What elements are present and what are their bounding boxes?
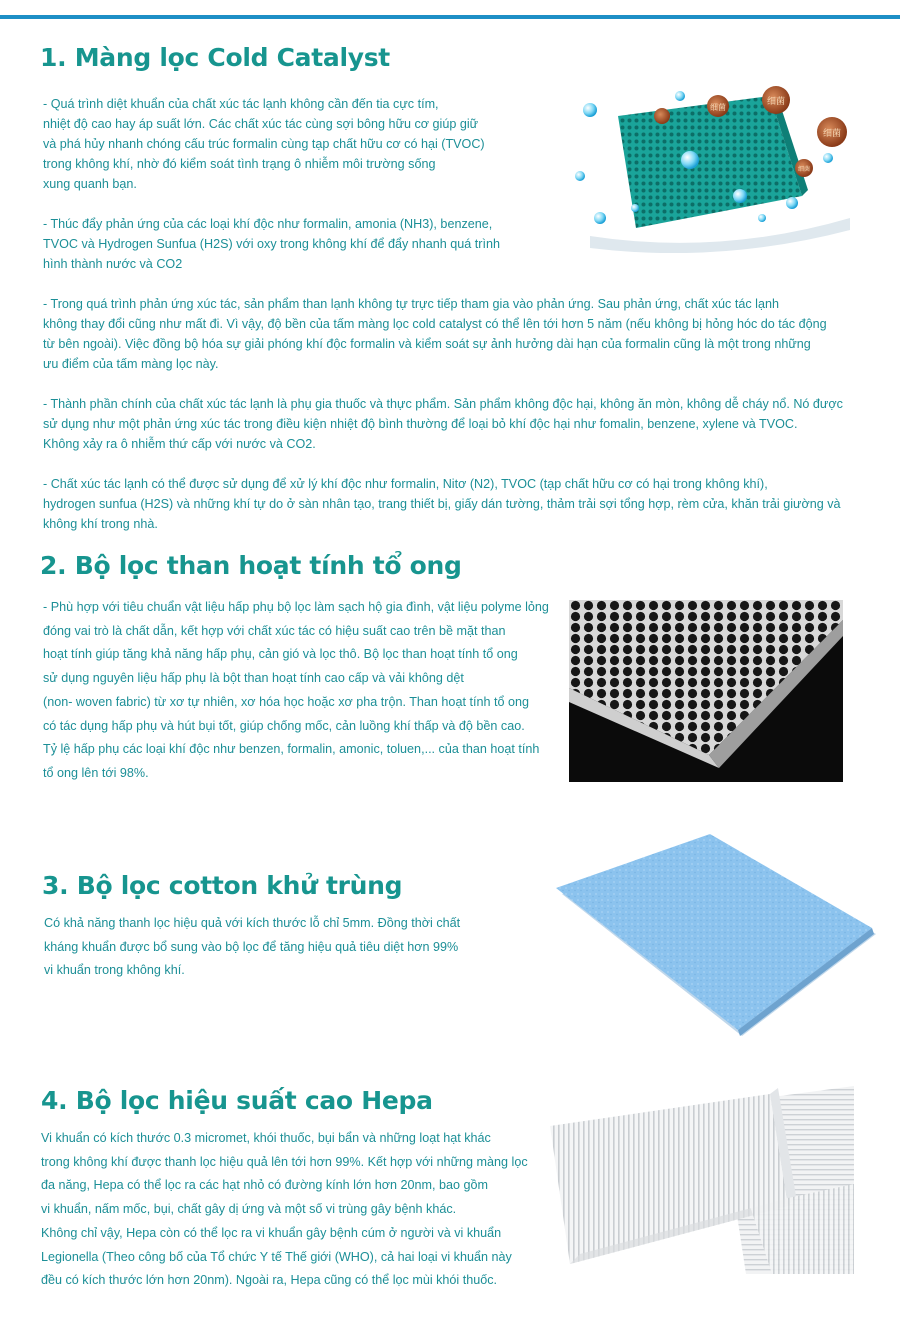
text-line: (non- woven fabric) từ xơ tự nhiên, xơ hóa học hoặc xơ pha trộn. Than hoạt tính tổ ong: [43, 694, 529, 709]
text-line: tổ ong lên tới 98%.: [43, 765, 149, 780]
section-2-title: 2. Bộ lọc than hoạt tính tổ ong: [40, 551, 462, 580]
section-4-title: 4. Bộ lọc hiệu suất cao Hepa: [41, 1086, 433, 1115]
germ-label: 细菌: [797, 166, 811, 173]
germ-label: 细菌: [822, 129, 842, 139]
cold-catalyst-membrane-image: [570, 68, 860, 253]
text-line: vi khuẩn, nấm mốc, bụi, chất gây dị ứng và một số vi trùng gây bệnh khác.: [41, 1202, 457, 1217]
text-line: không khí trong nhà.: [43, 517, 158, 531]
germ-label: 细菌: [766, 97, 786, 107]
text-line: Không chỉ vậy, Hepa còn có thể lọc ra vi khuẩn gây bệnh cúm ở người và vi khuẩn: [41, 1225, 502, 1240]
text-line: Có khả năng thanh lọc hiệu quả với kích thước lỗ chỉ 5mm. Đồng thời chất: [44, 916, 461, 930]
text-line: - Quá trình diệt khuẩn của chất xúc tác lạnh không cần đến tia cực tím,: [43, 97, 439, 111]
text-line: hoạt tính giúp tăng khả năng hấp phụ, cản gió và lọc thô. Bộ lọc than hoạt tính tổ ong: [43, 647, 518, 662]
text-line: đa năng, Hepa có thể lọc ra các hạt nhỏ có đường kính lớn hơn 20nm, bao gồm: [41, 1178, 488, 1193]
text-line: - Thúc đẩy phản ứng của các loại khí độc như formalin, amonia (NH3), benzene,: [43, 217, 493, 231]
text-line: Tỷ lệ hấp phụ các loại khí độc như benzen, formalin, amonic, toluen,... của than hoạt tính: [43, 742, 540, 757]
section-4-body: [41, 1127, 551, 1293]
text-line: xung quanh bạn.: [43, 177, 137, 191]
text-line: đóng vai trò là chất dẫn, kết hợp với chất xúc tác có hiệu suất cao trên bề mặt than: [43, 623, 506, 638]
text-line: và phá hủy nhanh chóng cấu trúc formalin cùng tạp chất hữu cơ có hại (TVOC): [43, 137, 485, 151]
top-accent-bar: [0, 15, 900, 19]
text-line: - Chất xúc tác lạnh có thể được sử dụng để xử lý khí độc như formalin, Nitơ (N2), TVOC (tạp chất hữu cơ có hại trong không khí),: [43, 477, 768, 491]
text-line: trong không khí được thanh lọc hiệu quả lên tới hơn 99%. Kết hợp với những màng lọc: [41, 1154, 528, 1169]
germ-label: 细菌: [710, 103, 726, 112]
cotton-filter-sheet-image: [552, 832, 880, 1036]
section-3-body: [44, 912, 524, 983]
text-line: sử dụng như một phản ứng xúc tác trong điều kiện nhiệt độ bình thường để loại bỏ khí độc hại như fomalin, benzene, xylene và TVOC.: [43, 417, 798, 431]
text-line: đều có kích thước lớn hơn 20nm). Ngoài ra, Hepa cũng có thể lọc mùi khói thuốc.: [41, 1273, 498, 1288]
text-line: - Trong quá trình phản ứng xúc tác, sản phẩm than lạnh không tự trực tiếp tham gia vào phản ứng. Sau phản ứng, chất xúc tác lạnh: [43, 297, 779, 311]
text-line: kháng khuẩn được bổ sung vào bộ lọc để tăng hiệu quả tiêu diệt hơn 99%: [44, 939, 459, 954]
text-line: hình thành nước và CO2: [43, 257, 183, 271]
text-line: sử dụng nguyên liệu hấp phụ là bột than hoạt tính cao cấp và vải không dệt: [43, 671, 464, 686]
text-line: vi khuẩn trong không khí.: [44, 963, 185, 978]
text-line: có tác dụng hấp phụ và hút bụi tốt, giúp chống mốc, cản luồng khí thấp và độ bền cao.: [43, 718, 525, 733]
text-line: nhiệt độ cao hay áp suất lớn. Các chất xúc tác cùng sợi bông hữu cơ giúp giữ: [43, 117, 479, 131]
section-2-body: [43, 596, 563, 786]
text-line: TVOC và Hydrogen Sunfua (H2S) với oxy trong không khí để đẩy nhanh quá trình: [43, 237, 500, 251]
section-3-title: 3. Bộ lọc cotton khử trùng: [42, 871, 403, 900]
text-line: hydrogen sunfua (H2S) và những khí tự do ở sàn nhân tạo, trang thiết bị, giấy dán tường, thảm trải sợi tổng hợp, rèm cửa, khăn trải giường và: [43, 497, 841, 511]
text-line: ưu điểm của tấm màng lọc này.: [43, 357, 219, 371]
section-1-title: 1. Màng lọc Cold Catalyst: [40, 43, 390, 72]
text-line: - Phù hợp với tiêu chuẩn vật liệu hấp phụ bộ lọc làm sạch hộ gia đình, vật liệu polyme lỏng: [43, 600, 549, 614]
text-line: - Thành phần chính của chất xúc tác lạnh là phụ gia thuốc và thực phẩm. Sản phẩm không độc hại, không ăn mòn, không dễ cháy nổ. Nó được: [43, 397, 843, 411]
text-line: Vi khuẩn có kích thước 0.3 micromet, khói thuốc, bụi bẩn và những loạt hạt khác: [41, 1131, 491, 1145]
hepa-filter-image: [550, 1086, 854, 1274]
text-line: Legionella (Theo công bố của Tổ chức Y tế Thế giới (WHO), cả hai loại vi khuẩn này: [41, 1249, 512, 1264]
text-line: từ bên ngoài). Việc đồng bộ hóa sự giải phóng khí độc formalin và kiểm soát sự ảnh hưởng dài hạn của formalin cũng là một trong những: [43, 337, 811, 351]
text-line: Không xảy ra ô nhiễm thứ cấp với nước và CO2.: [43, 437, 316, 451]
text-line: không thay đổi cũng như mất đi. Vì vậy, độ bền của tấm màng lọc cold catalyst có thể lên tới hơn 5 năm (nếu không bị hỏng hóc do tác động: [43, 317, 827, 331]
honeycomb-carbon-filter-image: [569, 600, 843, 782]
text-line: trong không khí, nhờ đó kiểm soát tình trạng ô nhiễm môi trường sống: [43, 157, 436, 171]
